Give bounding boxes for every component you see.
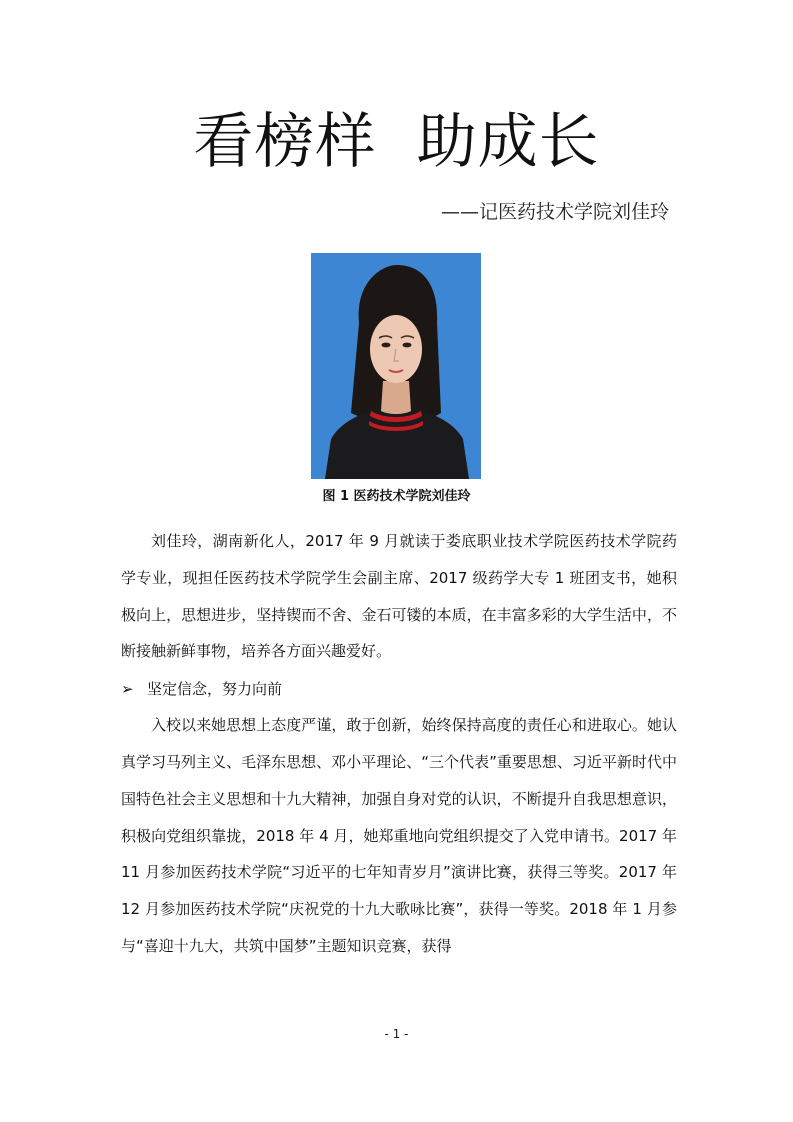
page-number: - 1 - xyxy=(384,1027,409,1041)
intro-paragraph: 刘佳玲，湖南新化人，2017 年 9 月就读于娄底职业技术学院医药技术学院药学专业，现担任医药技术学院学生会副主席、2017 级药学大专 1 班团支书，她积极向上，思想进步，坚持锲而不舍、金石可镂的本质，在丰富多彩的大学生活中，不断接触新鲜事物，培养各方面兴趣爱好。 xyxy=(121,532,677,661)
article-body xyxy=(121,523,677,965)
portrait-illustration xyxy=(311,253,481,479)
section-heading xyxy=(121,671,677,707)
page-title: 看榜样 助成长 xyxy=(193,107,600,177)
portrait-photo xyxy=(311,253,481,479)
section-heading-text: 坚定信念，努力向前 xyxy=(147,680,283,699)
page-subtitle: ——记医药技术学院刘佳玲 xyxy=(440,201,669,223)
figure-caption: 图 1 医药技术学院刘佳玲 xyxy=(322,489,471,504)
arrow-bullet-icon: ➢ xyxy=(121,680,134,699)
section-paragraph: 入校以来她思想上态度严谨，敢于创新，始终保持高度的责任心和进取心。她认真学习马列主义、毛泽东思想、邓小平理论、“三个代表”重要思想、习近平新时代中国特色社会主义思想和十九大精神，加强自身对党的认识，不断提升自我思想意识，积极向党组织靠拢，2018 年 4 月，她郑重地向党组织提交了入党申请书。2017 年 11 月参加医药技术学院“习近平的七年知青岁月”演讲比赛，获得三等奖。2017 年 12 月参加医药技术学院“庆祝党的十九大歌咏比赛”，获得一等奖。2018 年 1 月参与“喜迎十九大，共筑中国梦”主题知识竞赛，获得 xyxy=(121,716,677,955)
